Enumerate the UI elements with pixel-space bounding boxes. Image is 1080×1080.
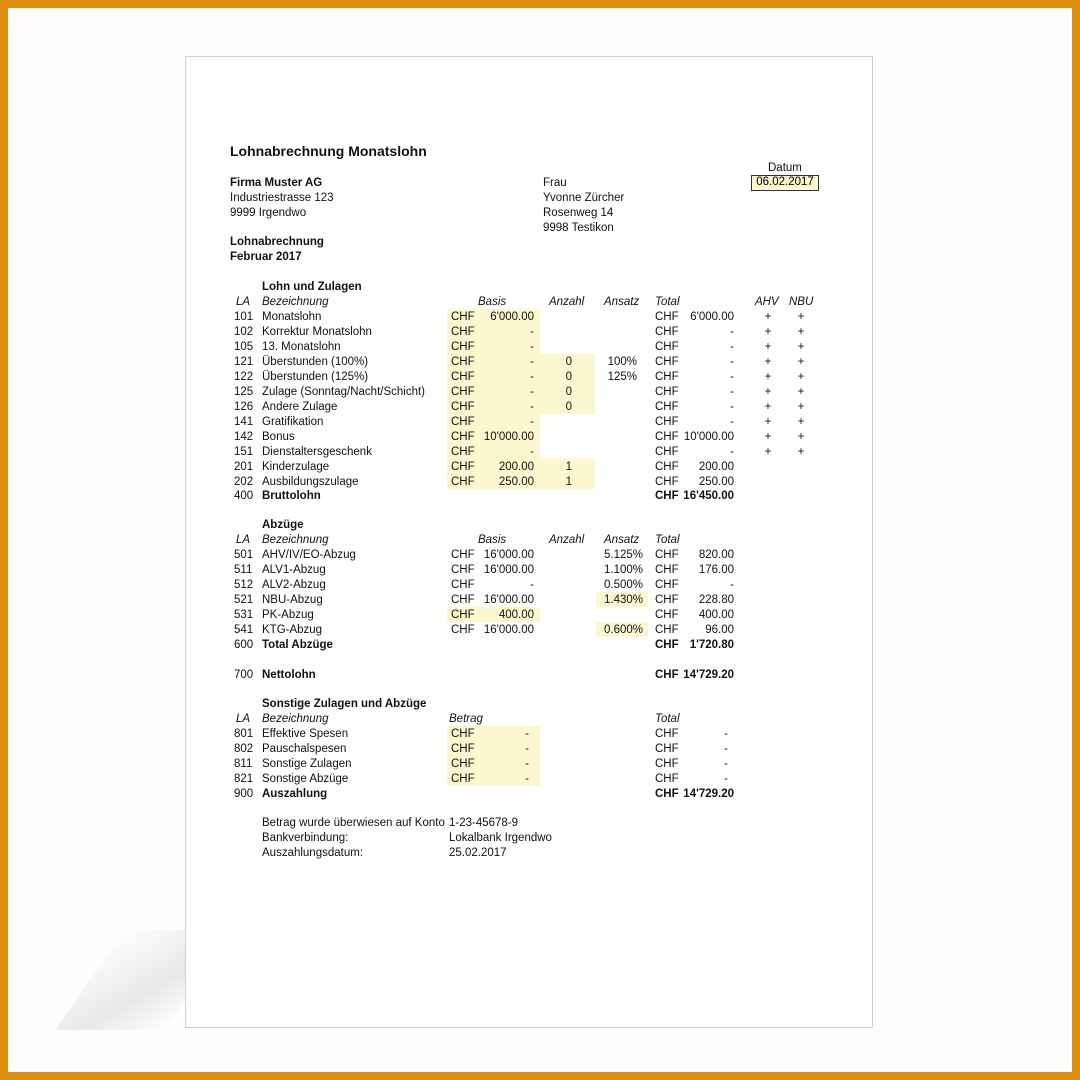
col-header-la: LA — [236, 713, 251, 725]
row-total: - — [730, 579, 734, 591]
period-label: Lohnabrechnung — [230, 236, 324, 248]
row-la: 511 — [234, 564, 253, 576]
row-total: 96.00 — [705, 624, 734, 636]
col-header-betrag: Betrag — [449, 713, 483, 725]
period-month: Februar 2017 — [230, 251, 302, 263]
row-total-currency: CHF — [655, 624, 679, 636]
netto-la: 700 — [234, 669, 254, 681]
row-total-currency: CHF — [655, 609, 679, 621]
row-total-currency: CHF — [655, 476, 679, 488]
row-la: 126 — [234, 401, 254, 413]
row-basis-currency: CHF — [451, 594, 475, 606]
row-ahv-flag: + — [764, 416, 772, 428]
row-basis-currency: CHF — [451, 311, 475, 323]
row-basis: 16'000.00 — [483, 624, 534, 636]
row-la: 541 — [234, 624, 254, 636]
row-total-currency: CHF — [655, 446, 679, 458]
row-total: 250.00 — [698, 476, 734, 488]
company-street: Industriestrasse 123 — [230, 192, 334, 204]
row-ahv-flag: + — [764, 431, 772, 443]
row-total-currency: CHF — [655, 431, 679, 443]
row-total-currency: CHF — [655, 773, 679, 785]
row-bezeichnung: KTG-Abzug — [262, 624, 323, 636]
row-bezeichnung: Sonstige Abzüge — [262, 773, 349, 785]
row-bezeichnung: Gratifikation — [262, 416, 324, 428]
row-basis-currency: CHF — [451, 609, 475, 621]
row-bezeichnung: Kinderzulage — [262, 461, 330, 473]
row-anzahl-input[interactable]: 0 — [565, 386, 572, 398]
company-name: Firma Muster AG — [230, 177, 323, 189]
row-basis-input[interactable]: 10'000.00 — [483, 431, 534, 443]
row-la: 201 — [234, 461, 254, 473]
col-header-total: Total — [655, 534, 680, 546]
col-header-nbu: NBU — [789, 296, 814, 308]
row-basis-currency: CHF — [451, 386, 475, 398]
row-total: 820.00 — [698, 549, 734, 561]
row-total: 400.00 — [698, 609, 734, 621]
row-basis-input[interactable]: - — [530, 356, 534, 368]
row-bezeichnung: PK-Abzug — [262, 609, 314, 621]
total-la: 400 — [234, 490, 254, 502]
row-anzahl-input[interactable]: 1 — [565, 461, 572, 473]
row-nbu-flag: + — [797, 446, 805, 458]
row-la: 142 — [234, 431, 254, 443]
total-abzuege-label: Total Abzüge — [262, 639, 333, 651]
row-la: 125 — [234, 386, 254, 398]
row-basis[interactable]: 400.00 — [498, 609, 534, 621]
row-total-currency: CHF — [655, 564, 679, 576]
row-la: 512 — [234, 579, 254, 591]
auszahlung-currency: CHF — [655, 788, 679, 800]
row-total-currency: CHF — [655, 758, 679, 770]
row-basis-input[interactable]: - — [530, 401, 534, 413]
row-ahv-flag: + — [764, 401, 772, 413]
row-basis: 16'000.00 — [483, 594, 534, 606]
row-ansatz[interactable]: 1.430% — [603, 594, 643, 606]
row-total-currency: CHF — [655, 728, 679, 740]
row-ahv-flag: + — [764, 356, 772, 368]
row-total-currency: CHF — [655, 579, 679, 591]
row-basis-currency: CHF — [451, 476, 475, 488]
col-header-basis: Basis — [478, 296, 507, 308]
row-la: 141 — [234, 416, 254, 428]
row-la: 821 — [234, 773, 254, 785]
row-total: - — [730, 356, 734, 368]
payment-bank-value: Lokalbank Irgendwo — [449, 832, 552, 844]
row-nbu-flag: + — [797, 386, 805, 398]
row-betrag-currency: CHF — [451, 758, 475, 770]
row-la: 202 — [234, 476, 254, 488]
row-basis: 16'000.00 — [483, 564, 534, 576]
row-bezeichnung: Monatslohn — [262, 311, 322, 323]
row-basis-currency: CHF — [451, 564, 475, 576]
payment-account-value: 1-23-45678-9 — [449, 817, 519, 829]
payment-account-label: Betrag wurde überwiesen auf Konto — [262, 817, 445, 829]
recipient-city: 9998 Testikon — [543, 222, 614, 234]
row-la: 811 — [234, 758, 253, 770]
row-basis-currency: CHF — [451, 341, 475, 353]
row-bezeichnung: Überstunden (100%) — [262, 356, 369, 368]
col-header-bezeichnung: Bezeichnung — [262, 713, 329, 725]
col-header-ansatz: Ansatz — [604, 534, 640, 546]
date-field[interactable]: 06.02.2017 — [751, 175, 819, 191]
row-basis: 16'000.00 — [483, 549, 534, 561]
row-total-currency: CHF — [655, 549, 679, 561]
row-total-currency: CHF — [655, 311, 679, 323]
row-total-currency: CHF — [655, 341, 679, 353]
nettolohn-label: Nettolohn — [262, 669, 316, 681]
row-bezeichnung: AHV/IV/EO-Abzug — [262, 549, 356, 561]
recipient-name: Yvonne Zürcher — [543, 192, 625, 204]
row-basis-input[interactable]: - — [530, 326, 534, 338]
row-basis-currency: CHF — [451, 624, 475, 636]
row-total: - — [724, 773, 728, 785]
row-total-currency: CHF — [655, 386, 679, 398]
row-betrag-input[interactable]: - — [525, 773, 529, 785]
row-total: - — [730, 371, 734, 383]
row-betrag-input[interactable]: - — [525, 728, 529, 740]
row-basis-currency: CHF — [451, 579, 475, 591]
payment-date-label: Auszahlungsdatum: — [262, 847, 364, 859]
row-total-currency: CHF — [655, 594, 679, 606]
row-total-currency: CHF — [655, 416, 679, 428]
nettolohn-value: 14'729.20 — [683, 669, 734, 681]
col-header-total: Total — [655, 296, 680, 308]
col-header-basis: Basis — [478, 534, 507, 546]
row-nbu-flag: + — [797, 416, 805, 428]
row-la: 802 — [234, 743, 254, 755]
date-label: Datum — [768, 162, 802, 174]
col-header-total: Total — [655, 713, 680, 725]
col-header-bezeichnung: Bezeichnung — [262, 534, 329, 546]
recipient-street: Rosenweg 14 — [543, 207, 614, 219]
row-bezeichnung: Korrektur Monatslohn — [262, 326, 372, 338]
row-basis-input[interactable]: - — [530, 416, 534, 428]
row-ahv-flag: + — [764, 371, 772, 383]
row-total-currency: CHF — [655, 401, 679, 413]
row-bezeichnung: ALV2-Abzug — [262, 579, 326, 591]
row-betrag-input[interactable]: - — [525, 758, 529, 770]
row-nbu-flag: + — [797, 431, 805, 443]
row-basis: - — [530, 579, 534, 591]
recipient-salutation: Frau — [543, 177, 567, 189]
col-header-anzahl: Anzahl — [549, 534, 585, 546]
row-la: 101 — [234, 311, 254, 323]
payment-bank-label: Bankverbindung: — [262, 832, 349, 844]
row-nbu-flag: + — [797, 326, 805, 338]
row-bezeichnung: Überstunden (125%) — [262, 371, 369, 383]
row-basis-currency: CHF — [451, 371, 475, 383]
col-header-la: LA — [236, 296, 251, 308]
row-ahv-flag: + — [764, 386, 772, 398]
row-total: - — [724, 743, 728, 755]
row-total-currency: CHF — [655, 371, 679, 383]
section-heading-abzuege: Abzüge — [262, 519, 304, 531]
row-nbu-flag: + — [797, 341, 805, 353]
row-la: 122 — [234, 371, 254, 383]
row-bezeichnung: NBU-Abzug — [262, 594, 323, 606]
row-nbu-flag: + — [797, 356, 805, 368]
row-la: 531 — [234, 609, 254, 621]
section-heading-sonstige: Sonstige Zulagen und Abzüge — [262, 698, 427, 710]
row-basis-currency: CHF — [451, 326, 475, 338]
company-city: 9999 Irgendwo — [230, 207, 307, 219]
row-basis-input[interactable]: 6'000.00 — [490, 311, 534, 323]
total-la: 900 — [234, 788, 254, 800]
row-ahv-flag: + — [764, 326, 772, 338]
col-header-anzahl: Anzahl — [549, 296, 585, 308]
row-bezeichnung: Effektive Spesen — [262, 728, 349, 740]
col-header-ahv: AHV — [755, 296, 779, 308]
row-ansatz: 100% — [607, 356, 637, 368]
row-la: 102 — [234, 326, 254, 338]
auszahlung-label: Auszahlung — [262, 788, 328, 800]
total-abzuege-value: 1'720.80 — [689, 639, 734, 651]
row-basis-currency: CHF — [451, 431, 475, 443]
row-basis-input[interactable]: 200.00 — [498, 461, 534, 473]
row-ansatz: 125% — [607, 371, 637, 383]
row-ahv-flag: + — [764, 311, 772, 323]
row-betrag-currency: CHF — [451, 773, 475, 785]
row-bezeichnung: Andere Zulage — [262, 401, 338, 413]
row-total: - — [730, 416, 734, 428]
row-bezeichnung: Sonstige Zulagen — [262, 758, 352, 770]
row-total: 176.00 — [698, 564, 734, 576]
row-bezeichnung: ALV1-Abzug — [262, 564, 326, 576]
row-total-currency: CHF — [655, 461, 679, 473]
total-la: 600 — [234, 639, 254, 651]
row-basis-currency: CHF — [451, 401, 475, 413]
row-bezeichnung: Ausbildungszulage — [262, 476, 359, 488]
row-total: - — [730, 386, 734, 398]
row-basis-input[interactable]: - — [530, 341, 534, 353]
bruttolohn-currency: CHF — [655, 490, 679, 502]
row-betrag-currency: CHF — [451, 728, 475, 740]
row-basis-currency: CHF — [451, 446, 475, 458]
row-la: 105 — [234, 341, 254, 353]
row-total: - — [730, 341, 734, 353]
row-la: 121 — [234, 356, 254, 368]
nettolohn-currency: CHF — [655, 669, 679, 681]
row-la: 521 — [234, 594, 254, 606]
row-basis-input[interactable]: 250.00 — [498, 476, 534, 488]
row-la: 151 — [234, 446, 254, 458]
col-header-bezeichnung: Bezeichnung — [262, 296, 329, 308]
row-basis-input[interactable]: - — [530, 386, 534, 398]
auszahlung-value: 14'729.20 — [683, 788, 734, 800]
row-total-currency: CHF — [655, 356, 679, 368]
row-ansatz: 5.125% — [603, 549, 643, 561]
row-total: 6'000.00 — [690, 311, 734, 323]
row-anzahl-input[interactable]: 0 — [565, 356, 572, 368]
row-bezeichnung: Pauschalspesen — [262, 743, 347, 755]
row-total-currency: CHF — [655, 326, 679, 338]
row-basis-currency: CHF — [451, 416, 475, 428]
row-la: 801 — [234, 728, 254, 740]
bruttolohn-label: Bruttolohn — [262, 490, 321, 502]
row-total: 10'000.00 — [683, 431, 734, 443]
row-anzahl-input[interactable]: 0 — [565, 401, 572, 413]
row-basis-currency: CHF — [451, 549, 475, 561]
row-total: - — [730, 401, 734, 413]
row-ansatz: 1.100% — [603, 564, 643, 576]
row-total: 228.80 — [698, 594, 734, 606]
row-basis-currency: CHF — [451, 461, 475, 473]
row-nbu-flag: + — [797, 311, 805, 323]
payment-date-value: 25.02.2017 — [449, 847, 507, 859]
row-anzahl-input[interactable]: 1 — [565, 476, 572, 488]
row-bezeichnung: Zulage (Sonntag/Nacht/Schicht) — [262, 386, 426, 398]
row-total: 200.00 — [698, 461, 734, 473]
row-total: - — [730, 446, 734, 458]
row-basis-currency: CHF — [451, 356, 475, 368]
row-anzahl-input[interactable]: 0 — [565, 371, 572, 383]
row-bezeichnung: Bonus — [262, 431, 295, 443]
row-nbu-flag: + — [797, 401, 805, 413]
row-bezeichnung: Dienstaltersgeschenk — [262, 446, 372, 458]
row-la: 501 — [234, 549, 254, 561]
row-total: - — [724, 758, 728, 770]
row-ahv-flag: + — [764, 446, 772, 458]
row-total: - — [724, 728, 728, 740]
row-total: - — [730, 326, 734, 338]
row-betrag-currency: CHF — [451, 743, 475, 755]
row-basis-input[interactable]: - — [530, 371, 534, 383]
section-heading-lohn: Lohn und Zulagen — [262, 281, 362, 293]
col-header-la: LA — [236, 534, 251, 546]
bruttolohn-value: 16'450.00 — [683, 490, 734, 502]
row-bezeichnung: 13. Monatslohn — [262, 341, 341, 353]
row-nbu-flag: + — [797, 371, 805, 383]
row-ahv-flag: + — [764, 341, 772, 353]
document-title: Lohnabrechnung Monatslohn — [230, 143, 427, 159]
row-betrag-input[interactable]: - — [525, 743, 529, 755]
row-total-currency: CHF — [655, 743, 679, 755]
col-header-ansatz: Ansatz — [604, 296, 640, 308]
total-abzuege-currency: CHF — [655, 639, 679, 651]
row-basis-input[interactable]: - — [530, 446, 534, 458]
row-ansatz[interactable]: 0.600% — [603, 624, 643, 636]
row-ansatz: 0.500% — [603, 579, 643, 591]
